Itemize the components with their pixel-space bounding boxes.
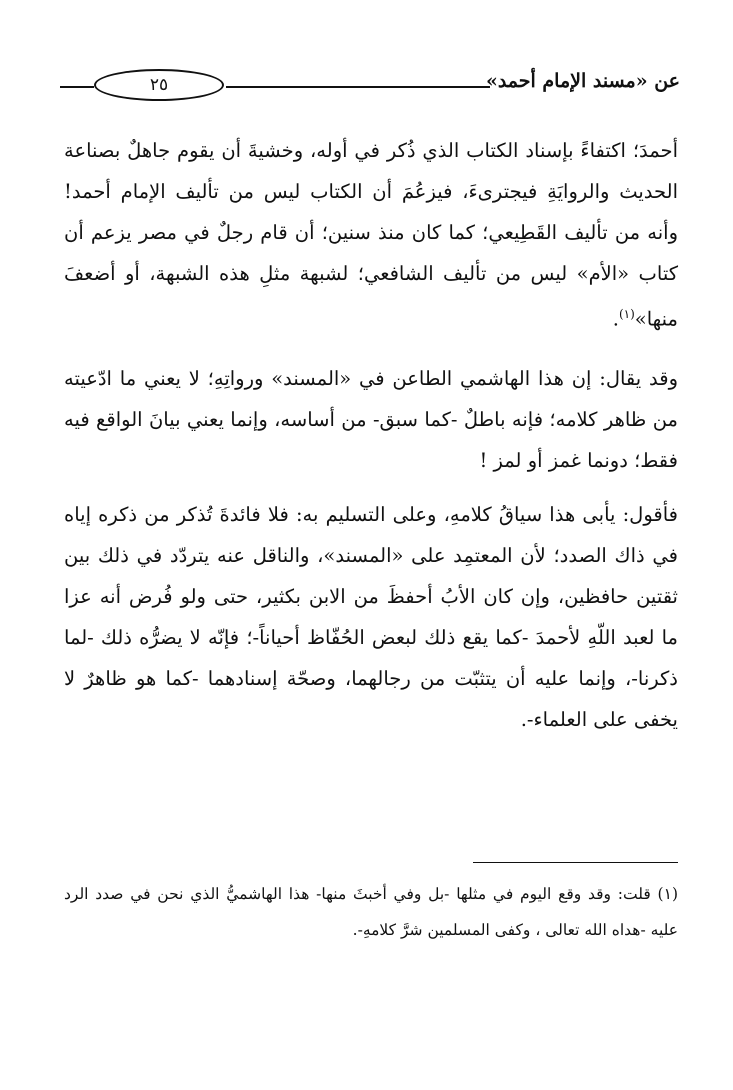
header-rule-left — [60, 86, 94, 88]
paragraph-3 — [64, 494, 678, 740]
footnote-divider — [473, 862, 678, 863]
header-rule-right — [226, 86, 490, 88]
paragraph-3-text: فأقول: يأبى هذا سياقُ كلامهِ، وعلى التسليم به: فلا فائدةَ تُذكر من ذكره إياه في ذاك الصدد؛ لأن المعتمِد على «المسند»، والناقل عنه يتردّد في ذلك بين ثقتين حافظين، وإن كان الأبُ أحفظَ من الابن بكثير، حتى ولو فُرض أنه عزا ما لعبد اللّهِ لأحمدَ -كما يقع ذلك لبعض الحُفّاظ أحياناً-؛ فإنّه لا يضرُّه ذلك -لما ذكرنا-، وإنما عليه أن يتثبّت من رجالهما، وصحّة إسنادهما -كما هو ظاهرٌ لا يخفى على العلماء-. — [64, 503, 678, 731]
running-title: عن «مسند الإمام أحمد» — [485, 70, 680, 92]
footnote-text: (١) قلت: وقد وقع اليوم في مثلها -بل وفي أخبثَ منها- هذا الهاشميُّ الذي نحن في صدد الرد عليه -هداه الله تعالى ، وكفى المسلمين شرَّ كلامهِ-. — [64, 885, 678, 939]
running-header — [60, 66, 680, 106]
footnote-reference: (١) — [618, 307, 635, 321]
paragraph-2 — [64, 358, 678, 481]
page-number: ٢٥ — [94, 69, 224, 101]
paragraph-2-text: وقد يقال: إن هذا الهاشمي الطاعن في «المسند» ورواتِهِ؛ لا يعني ما ادّعيته من ظاهر كلامه؛ فإنه باطلٌ -كما سبق- من أساسه، وإنما يعني بيانَ الواقع فيه فقط؛ دونما غمز أو لمز ! — [64, 367, 678, 472]
paragraph-1-text: أحمدَ؛ اكتفاءً بإسناد الكتاب الذي ذُكر في أوله، وخشيةَ أن يقوم جاهلٌ بصناعة الحديث والروايَةِ فيجترىءَ، فيزعُمَ أن الكتاب ليس من تأليف الإمام أحمد! وأنه من تأليف القَطِيعي؛ كما كان منذ سنين؛ أن قام رجلٌ في مصر يزعم أن كتاب «الأم» ليس من تأليف الشافعي؛ لشبهة مثلِ هذه الشبهة، أو أضعفَ منها» — [64, 139, 678, 331]
footnote — [64, 876, 678, 948]
paragraph-1 — [64, 130, 678, 340]
paragraph-1-tail: . — [612, 307, 619, 331]
